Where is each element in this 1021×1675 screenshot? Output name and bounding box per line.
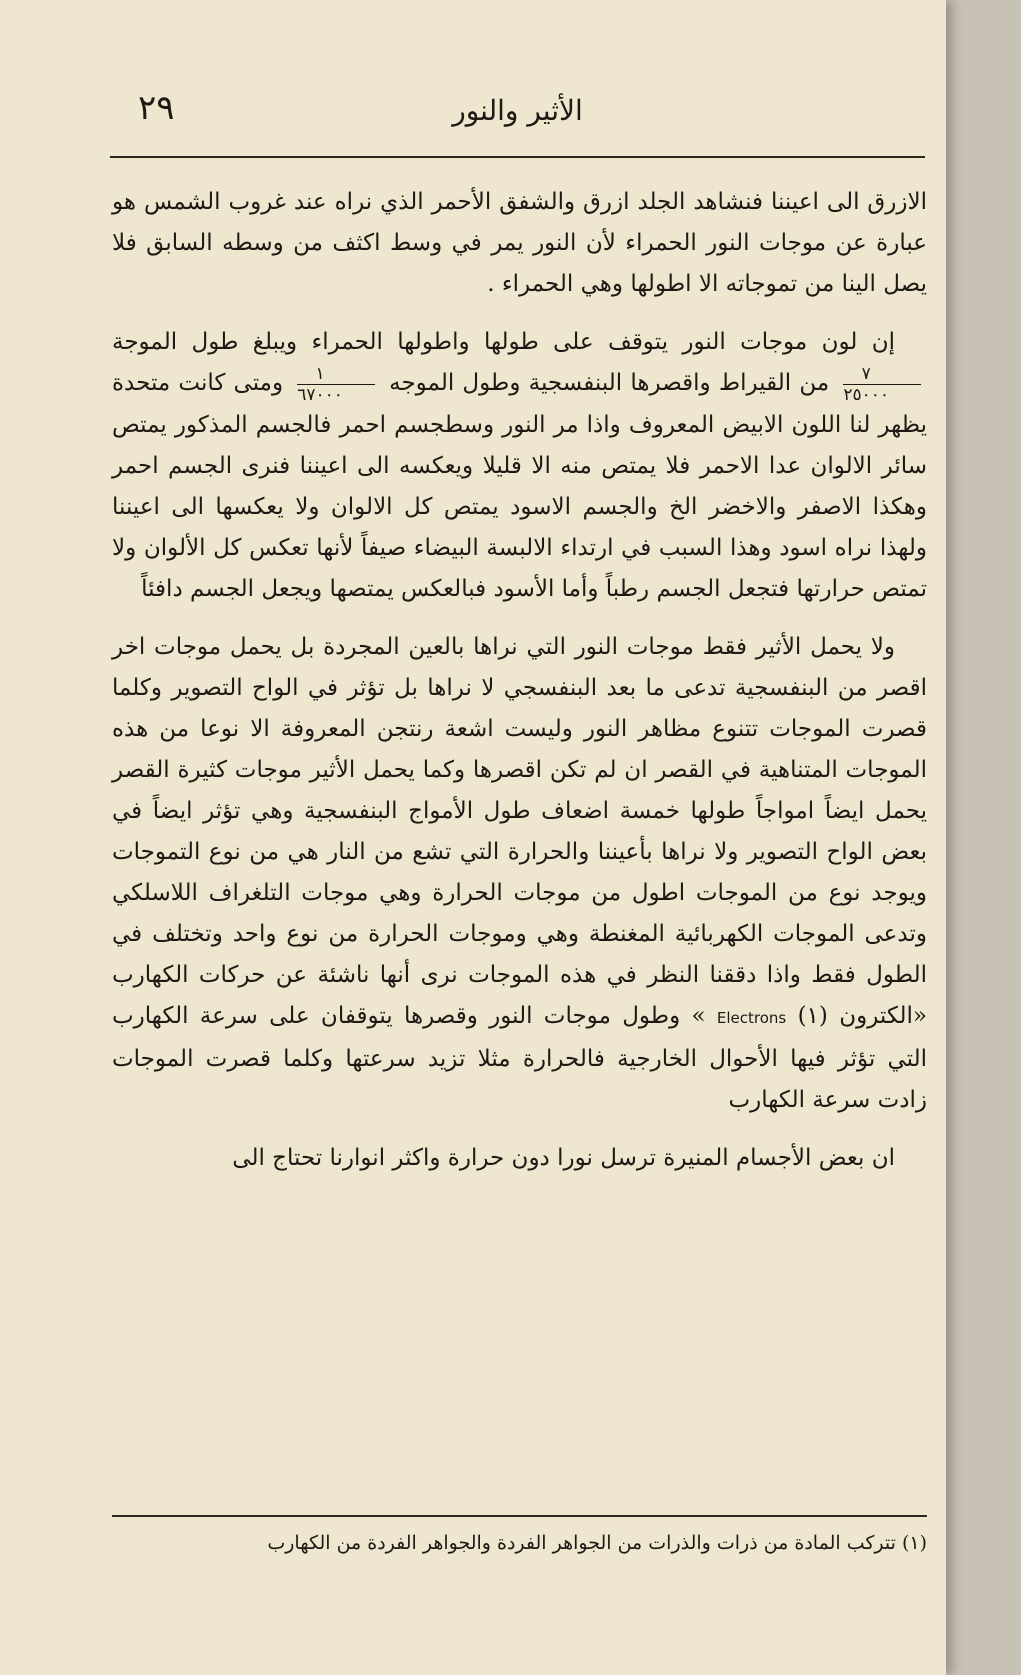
paragraph-2-part-3: ومتى كانت متحدة يظهر لنا اللون الابيض المعروف واذا مر النور وسطجسم احمر فالجسم المذكور يمتص سائر الالوان عدا الاحمر فلا يمتص منه الا قليلا ويعكسه الى اعيننا فنرى الجسم احمر وهكذا الاصفر والاخضر الخ والجسم الاسود يمتص كل الالوان ولا يعكسها الى اعيننا ولهذا نراه اسود وهذا السبب في ارتداء الالبسة البيضاء صيفاً لأنها تعكس كل الألوان ولا تمتص حرارتها فتجعل الجسم رطباً وأما الأسود فبالعكس يمتصها ويجعل الجسم دافئاً: [112, 370, 927, 602]
paragraph-3: [112, 627, 927, 1121]
header-rule: [110, 156, 925, 158]
paragraph-3-part-2: » وطول موجات النور وقصرها يتوقفان على سرعة الكهارب التي تؤثر فيها الأحوال الخارجية فالحرارة مثلا تزيد سرعتها وكلما قصرت الموجات زادت سرعة الكهارب: [112, 1002, 927, 1113]
fraction-7-25000: [843, 364, 921, 405]
fraction-numerator: ٧: [843, 364, 921, 385]
latin-term: Electrons: [716, 1008, 787, 1027]
footnote: (١) تتركب المادة من ذرات والذرات من الجواهر الفردة والجواهر الفردة من الكهارب: [267, 1532, 927, 1554]
paragraph-2-part-1: إن لون موجات النور يتوقف على طولها واطولها الحمراء ويبلغ طول الموجة: [112, 329, 895, 355]
fraction-denominator: ٢٥٠٠٠: [843, 384, 889, 405]
footnote-reference: (١): [797, 1002, 828, 1029]
body-text: [112, 182, 927, 1196]
fraction-numerator: ١: [297, 364, 375, 385]
paragraph-2-part-2: من القيراط واقصرها البنفسجية وطول الموجه: [389, 370, 830, 396]
footnote-rule: [112, 1515, 927, 1517]
page-header: [110, 88, 925, 148]
paragraph-1: الازرق الى اعيننا فنشاهد الجلد ازرق والشفق الأحمر الذي نراه عند غروب الشمس هو عبارة عن موجات النور الحمراء لأن النور يمر في وسط اكثف من وسطه السابق فلا يصل الينا من تموجاته الا اطولها وهي الحمراء .: [112, 189, 927, 297]
page-number: ٢٩: [138, 88, 175, 128]
paragraph-4: ان بعض الأجسام المنيرة ترسل نورا دون حرارة واكثر انوارنا تحتاج الى: [232, 1144, 895, 1171]
paragraph-2: [112, 322, 927, 610]
paragraph-3-part-1: ولا يحمل الأثير فقط موجات النور التي نراها بالعين المجردة بل يحمل موجات اخر اقصر من البنفسجية تدعى ما بعد البنفسجي لا نراها بل تؤثر في الواح التصوير وكلما قصرت الموجات تتنوع مظاهر النور وليست اشعة رنتجن المعروفة الا نوعا من هذه الموجات المتناهية في القصر ان لم تكن اقصرها وكما يحمل الأثير موجات كثيرة القصر يحمل ايضاً امواجاً طولها خمسة اضعاف طول الأمواج البنفسجية وهي تؤثر ايضاً في بعض الواح التصوير ولا نراها بأعيننا والحرارة التي تشع من النار هي من نوع التموجات ويوجد نوع من الموجات اطول من موجات الحرارة وهي موجات التلغراف اللاسلكي وتدعى الموجات الكهربائية المغنطة وهي وموجات الحرارة من نوع واحد وتختلف في الطول فقط واذا دققنا النظر في هذه الموجات نرى أنها ناشئة عن حركات الكهارب «الكترون: [112, 633, 928, 1029]
fraction-1-67000: [297, 364, 375, 405]
running-title: الأثير والنور: [452, 94, 583, 127]
fraction-denominator: ٦٧٠٠٠: [297, 384, 343, 405]
